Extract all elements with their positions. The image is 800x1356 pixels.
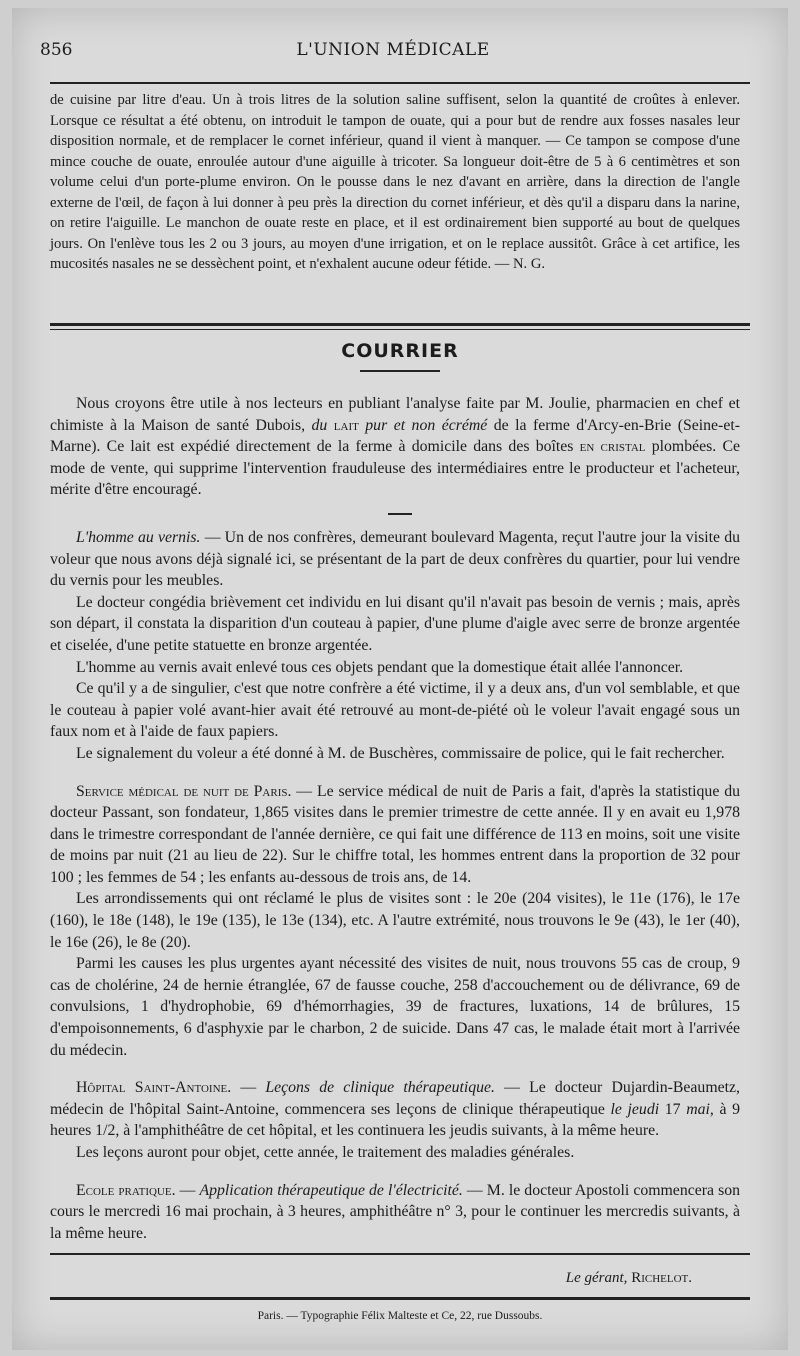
- hopital-text-3: — Le docteur Dujardin-Beaumetz, médecin de l'hôpital Saint-Antoine, commencera ses leçons de clinique thérapeutique: [50, 1079, 740, 1118]
- milk-text-6: en cristal: [579, 438, 646, 456]
- ecole-text-3: — M. le docteur Apostoli commencera son cours le mercredi 16 mai prochain, à 3 heures, amphithéâtre n° 3, pour le continuer les mercredis suivants, à la même heure.: [50, 1181, 741, 1242]
- service-paragraph-2: Les arrondissements qui ont réclamé le plus de visites sont : le 20e (204 visites), le 11e (176), le 17e (160), le 18e (148), le 19e (135), le 13e (134), etc. A l'autre extrémité, nous trouvons le 9e (43), le 1er (40), le 16e (26), le 8e (20).: [50, 890, 740, 951]
- ecole-text-2: Application thérapeutique de l'électricité.: [199, 1181, 463, 1199]
- journal-title: L'UNION MÉDICALE: [296, 40, 490, 60]
- hopital-text-5: 17: [659, 1100, 687, 1118]
- milk-text-4: pur et non écrémé: [358, 416, 488, 434]
- milk-text-5: de la ferme d'Arcy-en-Brie (Seine-et-Marne). Ce lait est expédié directement de la ferme à domicile dans des boîtes: [50, 416, 740, 456]
- signature-name: Richelot.: [631, 1270, 692, 1286]
- imprint-rule: [50, 1297, 750, 1300]
- short-dash: [388, 513, 412, 515]
- vernis-text-1: — Un de nos confrères, demeurant boulevard Magenta, reçut l'autre jour la visite du voleur que nous avons déjà signalé ici, se présentant de la part de deux confrères du quartier, pour lui vendre du vernis pour les meubles.: [50, 528, 741, 590]
- vernis-paragraph-2: Le docteur congédia brièvement cet individu en lui disant qu'il n'avait pas besoin de vernis ; mais, après son départ, il constata la disparition d'un couteau à papier, d'une plume d'aigle avec serre de bronze argentée et ciselée, d'une petite statuette en bronze argentée.: [50, 593, 740, 654]
- spacer: [50, 1164, 740, 1180]
- milk-text-2: du: [311, 416, 334, 434]
- courrier-body: [50, 393, 740, 1244]
- vernis-paragraph-1: [50, 527, 740, 592]
- signature: [566, 1270, 692, 1287]
- vernis-paragraph-3: L'homme au vernis avait enlevé tous ces objets pendant que la domestique était allée l'annoncer.: [76, 658, 684, 676]
- page-header: [40, 40, 746, 68]
- page-number: 856: [40, 40, 73, 60]
- dash-spacer: [50, 501, 740, 527]
- ecole-text-1: —: [175, 1181, 200, 1199]
- section-title: COURRIER: [341, 340, 459, 362]
- footer-rule: [50, 1253, 750, 1255]
- service-heading: Service médical de nuit de Paris.: [76, 782, 292, 800]
- section-double-rule-top: [50, 323, 750, 326]
- spacer: [50, 1061, 740, 1077]
- section-double-rule-bottom: [50, 329, 750, 330]
- imprint: Paris. — Typographie Félix Malteste et Ce, 22, rue Dussoubs.: [257, 1310, 543, 1322]
- title-underline: [360, 370, 440, 372]
- vernis-heading: L'homme au vernis.: [76, 528, 201, 546]
- signature-label: Le gérant,: [565, 1270, 628, 1286]
- ecole-paragraph: [50, 1180, 740, 1245]
- milk-notice: [50, 393, 740, 501]
- service-paragraph-1: [50, 781, 740, 889]
- vernis-paragraph-5: Le signalement du voleur a été donné à M. de Buschères, commissaire de police, qui le fait rechercher.: [76, 744, 725, 762]
- hopital-heading: Hôpital Saint-Antoine.: [76, 1079, 232, 1097]
- hopital-text-2: Leçons de clinique thérapeutique.: [265, 1079, 496, 1097]
- ecole-heading: Ecole pratique.: [76, 1181, 176, 1199]
- hopital-paragraph-2: Les leçons auront pour objet, cette année, le traitement des maladies générales.: [76, 1144, 575, 1161]
- hopital-text-1: —: [231, 1079, 266, 1097]
- hopital-text-4: le jeudi: [610, 1100, 660, 1118]
- service-paragraph-3: Parmi les causes les plus urgentes ayant nécessité des visites de nuit, nous trouvons 55 cas de croup, 9 cas de cholérine, 24 de hernie étranglée, 67 de fausse couche, 258 d'accouchement ou de délivrance, 69 de convulsions, 1 d'hydrophobie, 69 d'hémorrhagies, 39 de fractures, luxations, 14 de brûlures, 15 d'empoisonnements, 6 d'asphyxie par le charbon, 2 de suicide. Dans 47 cas, le malade était mort à l'arrivée du médecin.: [50, 955, 740, 1059]
- header-rule: [50, 82, 750, 84]
- intro-text: de cuisine par litre d'eau. Un à trois litres de la solution saline suffisent, selon la quantité de croûtes à enlever. Lorsque ce résultat a été obtenu, on introduit le tampon de ouate, qui a pour but de rendre aux fosses nasales leur disposition normale, et de remplacer le cornet inférieur, quand il vient à manquer. — Ce tampon se compose d'une mince couche de ouate, enroulée autour d'une aiguille à tricoter. Sa longueur doit-être de 5 à 6 centimètres et son volume celui d'un porte-plume environ. On le pousse dans le nez d'avant en arrière, dans la direction de l'angle externe de l'œil, de façon à lui donner à peu près la direction du cornet inférieur, et dès qu'il a disparu dans la narine, on retire l'aiguille. Le manchon de ouate reste en place, et il est ordinairement bien supporté au bout de quelques jours. On l'enlève tous les 2 ou 3 jours, au moyen d'une irrigation, et on le replace aussitôt. Grâce à cet artifice, les mucosités nasales ne se dessèchent point, et n'exhalent aucune odeur fétide. — N. G.: [50, 92, 740, 272]
- hopital-paragraph-1: [50, 1077, 740, 1142]
- milk-text-1: Nous croyons être utile à nos lecteurs en publiant l'analyse faite par M. Joulie, pharmacien en chef et chimiste à la Maison de santé Dubois,: [50, 395, 740, 434]
- hopital-text-6: mai: [686, 1100, 710, 1118]
- vernis-paragraph-4: Ce qu'il y a de singulier, c'est que notre confrère a été victime, il y a deux ans, d'un vol semblable, et que le couteau à papier volé avant-hier avait été retrouvé au mont-de-piété où le voleur l'avait engagé sous un faux nom et à l'aide de faux papiers.: [50, 680, 740, 741]
- hopital-text-7: , à 9 heures 1/2, à l'amphithéâtre de cet hôpital, et les continuera les jeudis suivants, à la même heure.: [50, 1100, 741, 1140]
- milk-text-3: lait: [333, 416, 359, 434]
- spacer: [50, 765, 740, 781]
- intro-paragraph: [50, 90, 740, 275]
- service-text-1: — Le service médical de nuit de Paris a fait, d'après la statistique du docteur Passant, son fondateur, 1,865 visites dans le premier trimestre de cette année. Il y en avait eu 1,978 dans le trimestre correspondant de l'année dernière, ce qui fait une différence de 113 en moins, soit une visite de moins par nuit (21 au lieu de 22). Sur le chiffre total, les hommes entrent dans la proportion de 32 pour 100 ; les femmes de 54 ; les enfants au-dessous de trois ans, de 14.: [50, 782, 740, 886]
- milk-text-7: plombées. Ce mode de vente, qui supprime l'intervention frauduleuse des intermédiaires entre le producteur et l'acheteur, mérite d'être encouragé.: [50, 438, 740, 499]
